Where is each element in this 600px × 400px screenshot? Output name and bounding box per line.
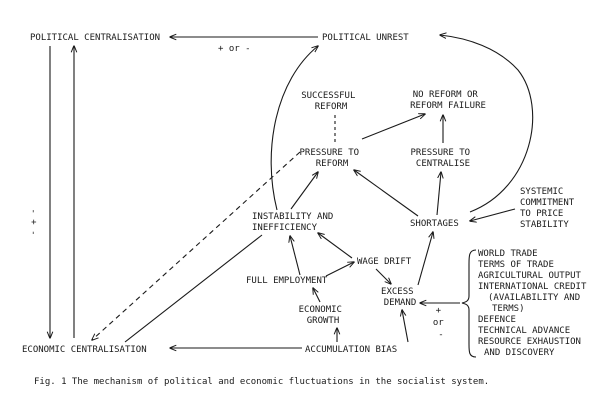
external-factor: TECHNICAL ADVANCE — [478, 326, 571, 336]
node-systemic-commitment-line4: STABILITY — [520, 220, 569, 230]
node-economic-growth-line1: ECONOMIC — [298, 305, 342, 315]
node-no-reform-line1: NO REFORM OR — [412, 90, 478, 100]
node-instability-inefficiency — [252, 212, 339, 233]
edge-label-minus: - — [438, 330, 444, 340]
external-factors-brace — [462, 250, 476, 357]
external-factor: AGRICULTURAL OUTPUT — [478, 271, 581, 281]
node-economic-growth-line2: GROWTH — [306, 316, 340, 326]
node-excess-demand-line2: DEMAND — [383, 298, 417, 308]
node-systemic-commitment — [520, 187, 580, 230]
node-political-unrest: POLITICAL UNREST — [322, 33, 409, 43]
external-factor: DEFENCE — [478, 315, 516, 325]
arrow-wage-drift-to-instability — [318, 233, 352, 258]
node-pressure-to-reform-line1: PRESSURE TO — [299, 148, 360, 158]
arrow-growth-to-full-employment — [313, 288, 320, 302]
arrow-instability-to-pressure-reform — [291, 172, 318, 209]
external-factors-list — [478, 249, 592, 358]
external-factor: AND DISCOVERY — [484, 348, 555, 358]
arrow-wage-drift-to-excess-demand — [376, 269, 391, 284]
external-factor: RESOURCE EXHAUSTION — [478, 337, 581, 347]
node-shortages: SHORTAGES — [410, 219, 459, 229]
node-political-centralisation: POLITICAL CENTRALISATION — [30, 33, 161, 43]
node-pressure-to-centralise-line2: CENTRALISE — [415, 159, 471, 169]
edge-label-plus: + — [435, 306, 441, 316]
edge-label-or: or — [432, 318, 444, 328]
arrow-accumulation-to-excess-demand — [402, 310, 408, 342]
node-successful-reform-line2: REFORM — [314, 102, 348, 112]
arrow-full-employment-to-instability — [290, 236, 300, 275]
node-economic-centralisation: ECONOMIC CENTRALISATION — [22, 345, 147, 355]
node-successful-reform-line1: SUCCESSFUL — [301, 91, 356, 101]
node-pressure-to-centralise-line1: PRESSURE TO — [410, 148, 471, 158]
node-economic-growth — [299, 305, 348, 326]
node-wage-drift: WAGE DRIFT — [357, 257, 412, 267]
node-no-reform-line2: REFORM FAILURE — [410, 101, 486, 111]
node-excess-demand-line1: EXCESS — [381, 287, 414, 297]
edge-label-plus-or-minus-right — [433, 306, 449, 340]
arrow-pressure-reform-to-no-reform — [362, 114, 425, 139]
node-pressure-to-reform — [299, 148, 364, 169]
edge-label-plus-or-minus-left: - + - — [28, 208, 38, 236]
node-excess-demand — [381, 287, 419, 308]
external-factor: TERMS) — [492, 304, 525, 314]
node-accumulation-bias: ACCUMULATION BIAS — [305, 345, 398, 355]
node-no-reform — [410, 90, 486, 111]
arrow-full-employment-to-wage-drift — [326, 262, 354, 276]
node-systemic-commitment-line2: COMMITMENT — [520, 198, 575, 208]
node-pressure-to-reform-line2: REFORM — [315, 159, 349, 169]
external-factor: WORLD TRADE — [478, 249, 538, 259]
node-instability-line1: INSTABILITY AND — [252, 212, 334, 222]
arrow-systemic-to-shortages — [470, 209, 515, 221]
arrow-shortages-to-pressure-reform — [354, 170, 418, 216]
node-instability-line2: INEFFICIENCY — [252, 223, 318, 233]
node-full-employment: FULL EMPLOYMENT — [246, 276, 328, 286]
arrow-instability-to-unrest — [271, 46, 318, 210]
arrow-economic-centralisation-to-instability — [125, 235, 262, 342]
external-factor: (AVAILABILITY AND — [488, 293, 581, 303]
arrow-shortages-to-unrest — [440, 35, 533, 212]
arrow-excess-demand-to-shortages — [418, 232, 433, 285]
arrow-shortages-to-pressure-centralise — [437, 172, 441, 215]
arrow-reform-to-economic-centralisation — [92, 152, 300, 340]
external-factor: INTERNATIONAL CREDIT — [478, 282, 587, 292]
node-systemic-commitment-line3: TO PRICE — [520, 209, 564, 219]
node-systemic-commitment-line1: SYSTEMIC — [520, 187, 564, 197]
node-pressure-to-centralise — [410, 148, 475, 169]
edge-label-plus-or-minus-top: + or - — [218, 44, 251, 54]
figure-caption: Fig. 1 The mechanism of political and economic fluctuations in the socialist system. — [34, 377, 490, 387]
external-factor: TERMS OF TRADE — [478, 260, 554, 270]
node-successful-reform — [301, 91, 361, 112]
